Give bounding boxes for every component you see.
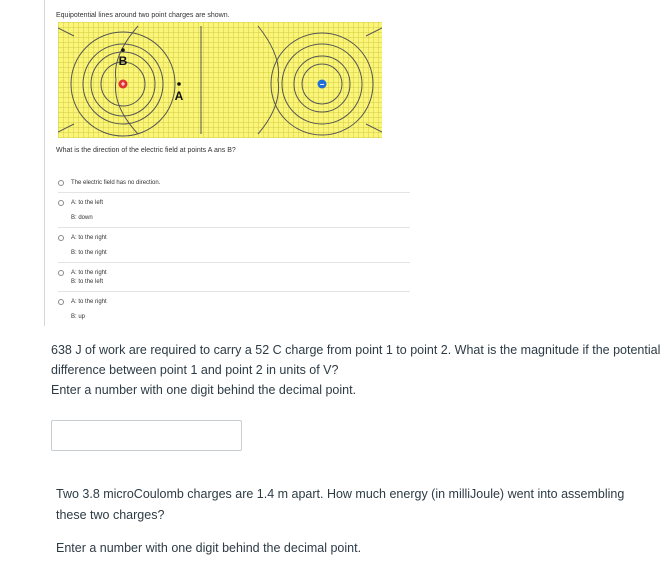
radio-button[interactable]	[58, 270, 64, 276]
option-2-line-2: B: down	[71, 215, 93, 221]
question-2-instruction: Enter a number with one digit behind the decimal point.	[51, 383, 357, 397]
field-edge-line	[115, 26, 138, 134]
radio-button[interactable]	[58, 180, 64, 186]
option-4-line-1: A: to the right	[71, 270, 107, 276]
field-edge-line	[58, 124, 74, 132]
option-2-line-1: A: to the left	[71, 200, 104, 206]
question-2-answer-input[interactable]	[51, 420, 242, 451]
question-1	[44, 0, 415, 326]
answer-option-3[interactable]	[58, 228, 410, 263]
option-4-line-2: B: to the left	[71, 279, 104, 285]
field-edge-line	[366, 28, 382, 36]
option-5-line-1: A: to the right	[71, 299, 107, 305]
radio-button[interactable]	[58, 235, 64, 241]
positive-charge-symbol: +	[120, 79, 126, 89]
equipotential-figure	[58, 22, 382, 138]
field-edge-line	[58, 28, 74, 36]
question-1-intro: Equipotential lines around two point charges are shown.	[56, 12, 230, 19]
negative-charge-symbol: −	[319, 79, 325, 89]
point-a-marker	[177, 82, 181, 86]
field-edge-line	[258, 26, 279, 134]
answer-option-1[interactable]	[58, 172, 410, 193]
field-edge-line	[366, 124, 382, 132]
radio-button[interactable]	[58, 299, 64, 305]
answer-option-2[interactable]	[58, 193, 410, 228]
question-3	[56, 484, 656, 559]
answer-options	[58, 172, 410, 326]
option-1-text: The electric field has no direction.	[71, 180, 161, 186]
point-a-label: A	[174, 89, 184, 103]
question-2-text: 638 J of work are required to carry a 52 C charge from point 1 to point 2. What is the magnitude if the potential difference between point 1 and point 2 in units of V?	[51, 343, 661, 377]
radio-button[interactable]	[58, 200, 64, 206]
equipotential-diagram	[58, 22, 382, 138]
option-3-line-2: B: to the right	[71, 250, 107, 256]
point-b-label: B	[118, 54, 128, 68]
option-3-line-1: A: to the right	[71, 235, 107, 241]
answer-option-4[interactable]	[58, 263, 410, 292]
option-5-line-2: B: up	[71, 314, 86, 320]
question-3-text: Two 3.8 microCoulomb charges are 1.4 m apart. How much energy (in milliJoule) went into assembling these two charges?	[56, 487, 625, 522]
answer-option-5[interactable]	[58, 292, 410, 326]
point-b-marker	[121, 48, 125, 52]
question-3-instruction: Enter a number with one digit behind the decimal point.	[56, 541, 362, 555]
question-1-prompt: What is the direction of the electric field at points A ans B?	[56, 147, 236, 154]
question-2	[51, 340, 661, 400]
